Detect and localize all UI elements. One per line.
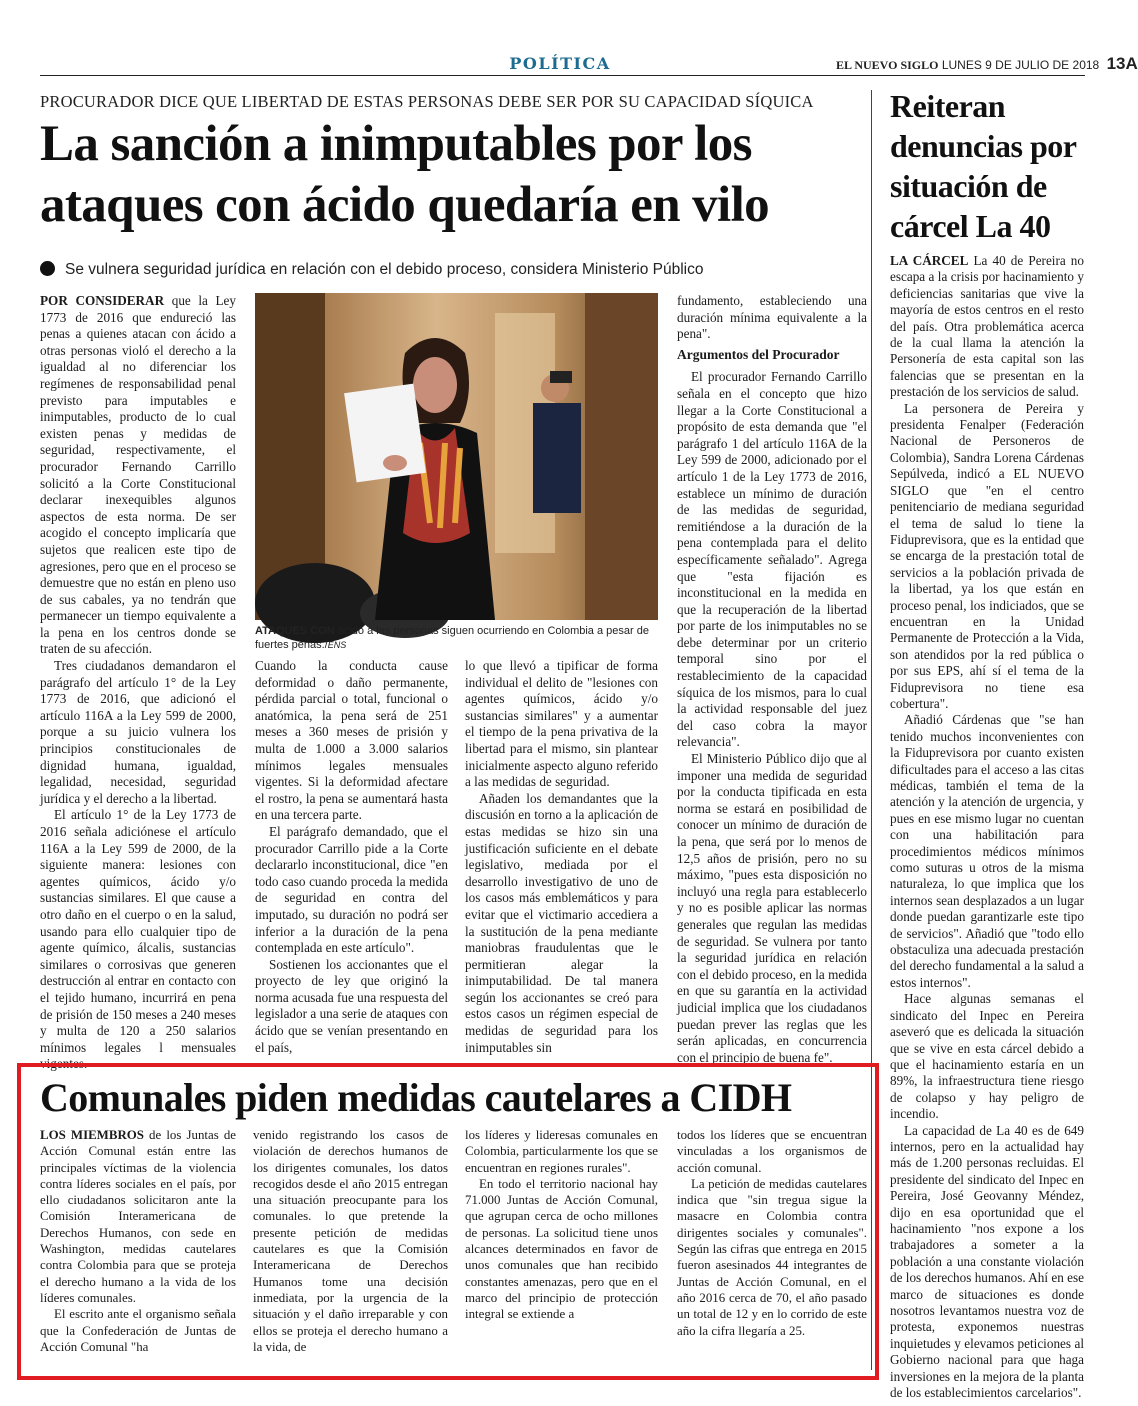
paragraph: todos los líderes que se encuentran vinculadas a los organismos de acción comunal. — [677, 1128, 867, 1175]
article-column-2 — [255, 658, 448, 1057]
page-number: 13A — [1106, 54, 1138, 73]
lead-in: POR CONSIDERAR — [40, 293, 165, 308]
photo-credit: ENS — [327, 640, 347, 650]
article-column-3 — [465, 658, 658, 1057]
sidebar-headline: Reiteran denuncias por situación de cárcel La 40 — [890, 88, 1076, 244]
paper-name: EL NUEVO SIGLO — [836, 58, 939, 72]
paragraph: venido registrando los casos de violación de derechos humanos de los dirigentes comunales, los datos recogidos desde el año 2015 entregan una situación preocupante para los comunales. lo que pretende la presente petición de medidas cautelares es que la Comisión Interamericana de Derechos Humanos tome una decisión inmediata, por la urgencia de la situación y el daño irreparable y con ellos se proteja el derecho humano a la vida, de — [253, 1128, 448, 1354]
caption-text: ácido a las personas siguen ocurriendo en Colombia a pesar de fuertes penas./ — [255, 625, 649, 651]
article-column-4 — [677, 293, 867, 1065]
box-column-3 — [465, 1127, 658, 1370]
paragraph: de los Juntas de Acción Comunal están entre las principales víctimas de la violencia contra líderes sociales en el país, por ello ciudadanos solicitaron ante la Comisión Interamericana de Derechos Humanos, con sede en Washington, medidas cautelares contra Colombia para que se proteja el derecho humano a la vida de los líderes comunales. — [40, 1128, 236, 1305]
paragraph: En todo el territorio nacional hay 71.000 Juntas de Acción Comunal, que agrupan cerca de ocho millones de personas. La solicitud tiene unos alcances determinados en favor de unos comunales que han recibido constantes amenazas, pero que en el marco del principio de protección integral se extiende a — [465, 1176, 658, 1322]
paragraph: fundamento, estableciendo una duración mínima equivalente a la pena". — [677, 293, 867, 342]
bullet-icon — [40, 261, 55, 276]
paragraph: los líderes y lideresas comunales en Colombia, particularmente los que se encuentran en regiones rurales". — [465, 1128, 658, 1175]
issue-date: LUNES 9 DE JULIO DE 2018 — [941, 58, 1100, 72]
paragraph: El escrito ante el organismo señala que la Confederación de Juntas de Acción Comunal "ha — [40, 1307, 236, 1354]
paragraph: La personera de Pereira y presidenta Fenalper (Federación Nacional de Personeros de Colombia), Sandra Lorena Cárdenas Sepúlveda, indicó a EL NUEVO SIGLO que "en el centro penitenciario de mediana seguridad el tema de salud lo tiene la Fiduprevisora, que es la entidad que se encarga de la prestación total de servicios a la población privada de la libertad, ya los que están en proceso penal, los indiciados, que se encuentran en la Unidad Permanente de Protección a la Vida, son atendidos por la red pública o por sus EPS, ahí sí el tema de la Fiduprevisora no tiene esa cobertura". — [890, 400, 1084, 711]
paragraph: Cuando la conducta cause deformidad o daño permanente, pérdida parcial o total, funcional o anatómica, la pena será de 251 meses a 360 meses de prisión y multa de 1.000 a 3.000 salarios mínimos legales mensuales vigentes. Si la deformidad afectare el rostro, la pena se aumentará hasta en una tercera parte. — [255, 658, 448, 823]
paragraph: El parágrafo demandado, que el procurador Carrillo pide a la Corte declararlo inconstitucional, dice "en todo caso cuando proceda la medida de seguridad en contra del imputado, su duración no podrá ser inferior a la duración de la pena contemplada en este artículo". — [255, 823, 448, 956]
deck-text: Se vulnera seguridad jurídica en relación con el debido proceso, considera Ministerio Público — [65, 261, 704, 278]
subheading: Argumentos del Procurador — [677, 346, 840, 362]
paragraph: El Ministerio Público dijo que al imponer una medida de seguridad por la conducta tipificada en esta norma se estará en posibilidad de conocer un mínimo de duración de la pena, que será por lo menos de 12,5 años de prisión, pero no su máximo, "pues esta disposición no incluyó una regla para establecerlo y no es posible aplicar las normas generales que regulan las medidas de seguridad. Se vulnera por tanto la seguridad jurídica en relación con el debido proceso, en la medida en que su garantía en la actividad judicial implica que los ciudadanos puedan prever las reglas que les serán aplicadas, en concurrencia con el principio de buena fe". — [677, 751, 867, 1065]
box-column-2 — [253, 1127, 448, 1370]
deck — [40, 261, 866, 279]
paragraph: La 40 de Pereira no escapa a la crisis por hacinamiento y deficiencias sanitarias que vive la mayoría de estos centros en el resto del país. Otra problemática acerca de la cual llama la atención la Personería de esta capital son las falencias que se presentan en la prestación de los servicios de salud. — [890, 253, 1084, 400]
section-label: POLÍTICA — [509, 54, 611, 73]
main-headline: La sanción a inimputables por los ataques con ácido quedaría en vilo — [40, 116, 770, 233]
header-rule — [40, 75, 1085, 76]
kicker: PROCURADOR DICE QUE LIBERTAD DE ESTAS PERSONAS DEBE SER POR SU CAPACIDAD SÍQUICA — [40, 92, 814, 111]
box-headline: Comunales piden medidas cautelares a CIDH — [40, 1075, 792, 1120]
paragraph: El procurador Fernando Carrillo señala en el concepto que hizo llegar a la Corte Constitucional a propósito de esta demanda que "el parágrafo 1 del artículo 116A de la Ley 599 de 2000, adicionado por el artículo 1 de la Ley 1773 de 2016, establece un mínimo de duración de las medidas de seguridad, remitiéndose a la duración de la pena contemplada para el delito específicamente señalado". Agrega que "esta fijación es inconstitucional en la medida en que la recuperación de la libertad por parte de los inimputables no se debe determinar por un criterio temporal sino por el restablecimiento de la capacidad síquica de los mismos, para lo cual la actividad responsable del juez del caso cobra la mayor relevancia". — [677, 369, 867, 750]
photo-illustration — [255, 293, 658, 620]
paragraph: La capacidad de La 40 es de 649 internos, pero en la actualidad hay más de 1.200 personas recluidas. El presidente del sindicato del Inpec en Pereira, José Geovanny Méndez, dijo en esa oportunidad que el hacinamiento "nos expone a los trabajadores a someter a la población a una constante violación de los derechos humanos. Ahí en ese marco de situaciones es donde nosotros levantamos nuestra voz de protesta, exponemos nuestras inquietudes y elevamos peticiones al Gobierno nacional para que haga inversiones en la mejora de la planta de los establecimientos carcelarios". — [890, 1122, 1084, 1401]
box-column-4 — [677, 1127, 867, 1370]
article-column-1 — [40, 293, 236, 1072]
news-photo — [255, 293, 658, 620]
paragraph: Tres ciudadanos demandaron el parágrafo del artículo 1° de la Ley 1773 de 2016, que adicionó el artículo 116A a la Ley 599 de 2000, porque a su juicio vulnera los principios constitucionales de dignidad humana, igualdad, legalidad, necesidad, seguridad jurídica y el derecho a la libertad. — [40, 658, 236, 806]
paragraph: lo que llevó a tipificar de forma individual el delito de "lesiones con agentes químicos, ácido y/o sustancias similares" y a aumentar el tiempo de la pena privativa de la libertad para el mismo, sin plantear inicialmente aspecto alguno referido a las medidas de seguridad. — [465, 658, 658, 790]
paragraph: Añadió Cárdenas que "se han tenido muchos inconvenientes con la Fiduprevisora por cuanto existen dificultades para el acceso a las citas médicas, también el tema de la atención y la atención de urgencia, y pues en ese mismo lugar no cuentan con una habilitación para procedimientos médicos mínimos como suturas u otros de la misma naturaleza, lo que implica que los internos sean desplazados a un lugar donde puedan garantizarle este tipo de servicios". Añadió que "todo ello obstaculiza una adecuada prestación del derecho fundamental a la salud a estos internos". — [890, 712, 1084, 990]
paragraph: Añaden los demandantes que la discusión en torno a la aplicación de estas medidas se hizo sin una justificación suficiente en el debate legislativo, mediada por el desarrollo investigativo de uno de los casos más emblemáticos y para evitar que el victimario accediera a la sustitución de la pena mediante maniobras fraudulentas que le permitieran alegar la inimputabilidad. De tal manera según los accionantes se creó para estos casos un régimen especial de medidas de seguridad para los inimputables sin — [465, 790, 658, 1055]
paragraph: El artículo 1° de la Ley 1773 de 2016 señala adiciónese el artículo 116A a la Ley 599 de 2000, de la siguiente manera: lesiones con agentes químicos, ácido y/o sustancias similares. El que cause a otro daño en el cuerpo o en la salud, usando para ello cualquier tipo de agente químico, álcalis, sustancias similares o corrosivas que generen destrucción al entrar en contacto con el tejido humano, incurrirá en pena de prisión de 150 meses a 240 meses y multa de 120 a 250 salarios mínimos legales l mensuales vigentes. — [40, 807, 236, 1072]
caption-lead: ATAQUES CON — [255, 625, 335, 637]
sidebar-column — [890, 253, 1084, 1401]
lead-in: LA CÁRCEL — [890, 253, 969, 268]
photo-caption — [255, 624, 658, 652]
box-column-1 — [40, 1127, 236, 1370]
paragraph: Sostienen los accionantes que el proyecto de ley que originó la norma acusada fue una respuesta del legislador a una serie de ataques con ácido que se venían presentando en el país, — [255, 956, 448, 1055]
masthead — [836, 54, 1138, 74]
lead-in: LOS MIEMBROS — [40, 1128, 144, 1142]
paragraph: Hace algunas semanas el sindicato del Inpec en Pereira aseveró que es delicada la situación que se vive en esta cárcel debido a que el hacinamiento estaría en un 89%, la infraestructura tiene riesgo de colapso y hay peligro de incendio. — [890, 991, 1084, 1122]
paragraph: La petición de medidas cautelares indica que "sin tregua sigue la masacre en Colombia contra dirigentes sociales y comunales". Según las cifras que entrega en 2015 fueron asesinados 44 integrantes de Juntas de Acción Comunal, en el año 2016 cerca de 70, el año pasado un total de 12 y en lo corrido de este año la cifra llegaría a 25. — [677, 1176, 867, 1338]
paragraph: que la Ley 1773 de 2016 que endureció las penas a quienes atacan con ácido a otras personas violó el derecho a la igualdad al no diferenciar los regímenes de responsabilidad penal previsto para imputables e inimputables, producto de lo cual existen penas y medidas de seguridad, respectivamente, el procurador Fernando Carrillo solicitó a la Corte Constitucional declarar inexequibles algunos aspectos de esta norma. De ser acogido el concepto implicaría que sujetos que realicen este tipo de agresiones, pero que en el proceso se demuestre que no están en pleno uso de sus cabales, ya no tendrán que permanecer un tiempo equivalente a la pena en los centros donde se traten de su afección. — [40, 293, 236, 657]
